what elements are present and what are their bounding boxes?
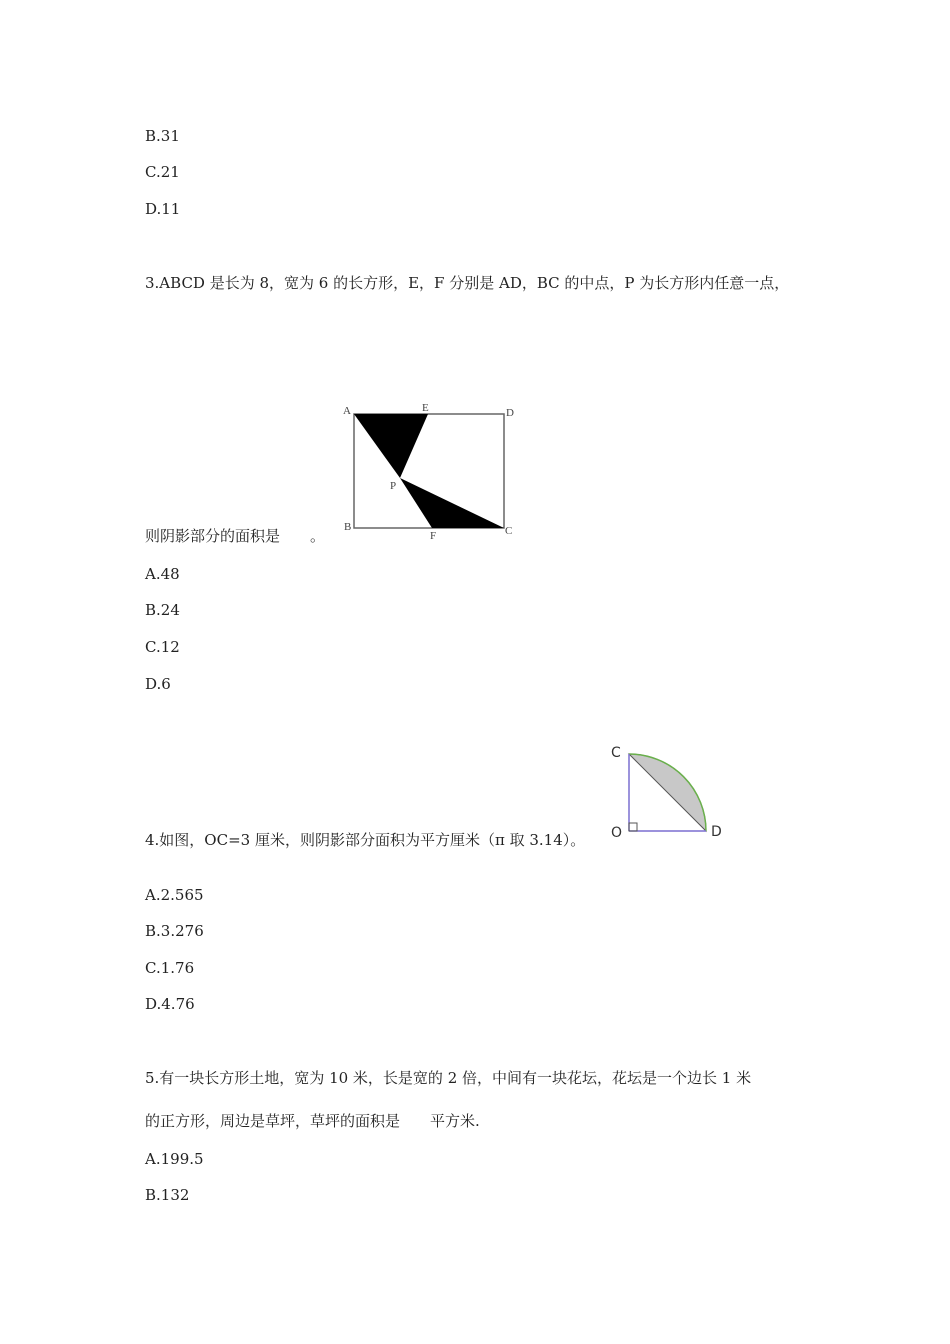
q2-option-c: C.21	[145, 163, 180, 181]
label-p: P	[390, 480, 397, 492]
q3-tail: 则阴影部分的面积是 。	[145, 527, 326, 545]
q5-option-b: B.132	[145, 1186, 190, 1204]
q2-option-b: B.31	[145, 127, 180, 145]
label-d: D	[711, 824, 722, 840]
label-d: D	[506, 407, 514, 419]
q5-stem-line2: 的正方形，周边是草坪，草坪的面积是 平方米.	[145, 1112, 480, 1130]
label-c: C	[611, 745, 621, 761]
label-o: O	[611, 825, 623, 840]
label-c: C	[505, 525, 513, 537]
q4-option-a: A.2.565	[145, 886, 204, 904]
label-f: F	[430, 530, 437, 540]
q3-rectangle-figure	[340, 400, 520, 540]
q4-option-c: C.1.76	[145, 959, 195, 977]
q4-option-b: B.3.276	[145, 922, 204, 940]
q3-option-a: A.48	[145, 565, 180, 583]
q2-option-d: D.11	[145, 200, 181, 218]
q5-option-a: A.199.5	[145, 1150, 204, 1168]
label-e: E	[422, 402, 429, 414]
q5-stem-line1: 5.有一块长方形土地，宽为 10 米，长是宽的 2 倍，中间有一块花坛，花坛是一个边长 1 米	[145, 1069, 752, 1087]
q3-stem: 3.ABCD 是长为 8，宽为 6 的长方形，E，F 分别是 AD，BC 的中点，P 为长方形内任意一点，	[145, 274, 790, 292]
q3-option-c: C.12	[145, 638, 180, 656]
q4-option-d: D.4.76	[145, 995, 195, 1013]
q3-option-b: B.24	[145, 601, 180, 619]
q4-quarter-circle-figure	[605, 740, 730, 840]
q3-option-d: D.6	[145, 675, 171, 693]
label-b: B	[344, 521, 352, 533]
label-a: A	[343, 405, 351, 417]
q4-stem: 4.如图，OC=3 厘米，则阴影部分面积为平方厘米（π 取 3.14）。	[145, 831, 586, 849]
